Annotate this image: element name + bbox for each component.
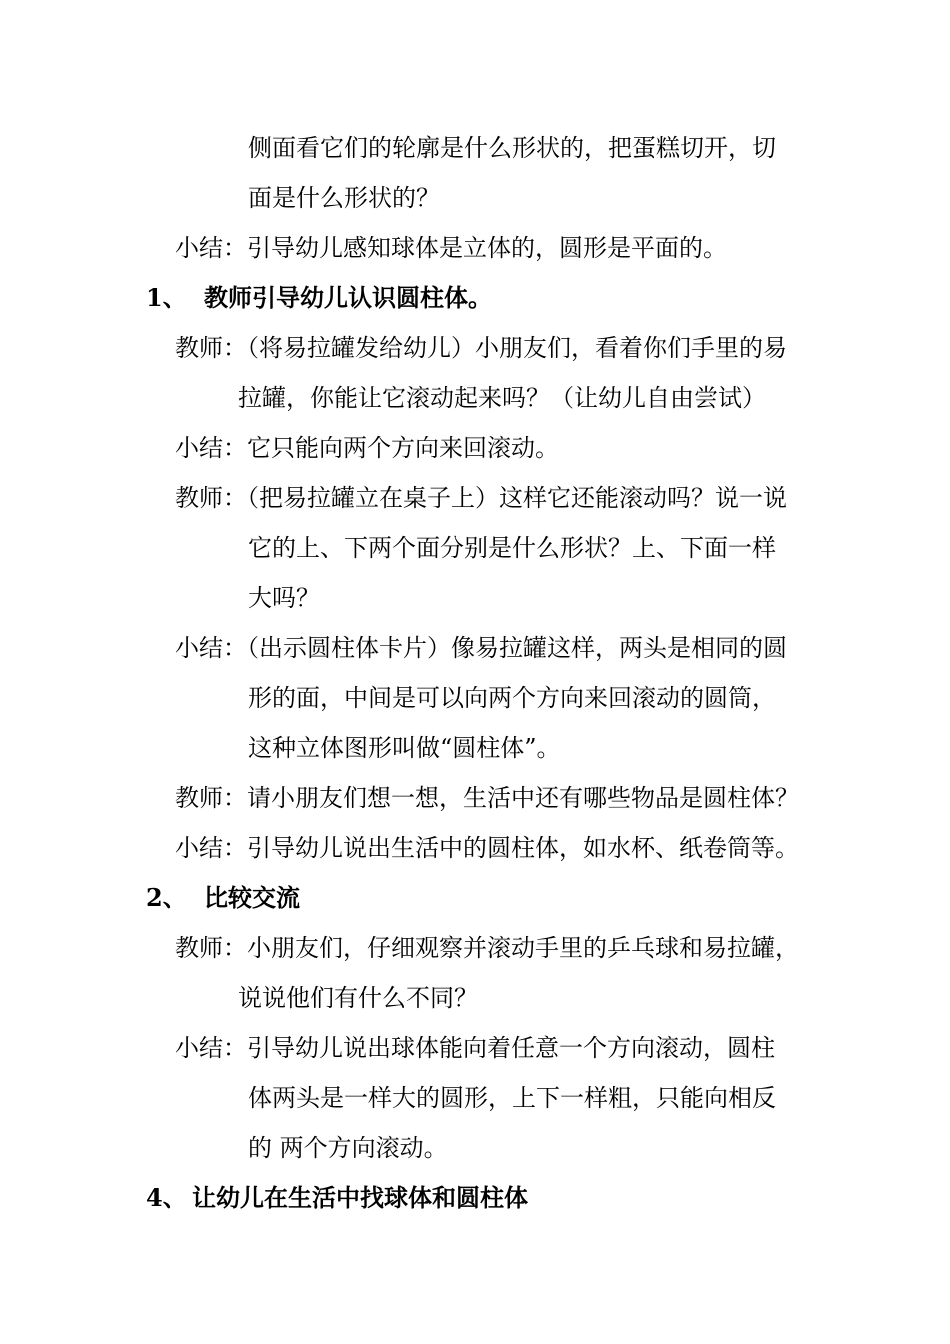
paragraph-line: 体两头是一样大的圆形，上下一样粗，只能向相反 [248,1084,776,1112]
summary-line: 小结：引导幼儿说出生活中的圆柱体，如水杯、纸卷筒等。 [175,834,799,862]
summary-line: 小结：引导幼儿感知球体是立体的，圆形是平面的。 [175,234,727,262]
paragraph-line: 拉罐，你能让它滚动起来吗？（让幼儿自由尝试） [238,384,766,412]
teacher-line: 教师：（将易拉罐发给幼儿）小朋友们，看着你们手里的易 [175,334,787,362]
heading-number: 2、 [146,883,187,912]
paragraph-line: 这种立体图形叫做“圆柱体”。 [248,734,561,762]
teacher-line: 教师：（把易拉罐立在桌子上）这样它还能滚动吗？说一说 [175,484,787,512]
paragraph-line: 侧面看它们的轮廓是什么形状的，把蛋糕切开，切 [248,134,776,162]
heading-number: 1、 [146,283,187,312]
paragraph-line: 的 两个方向滚动。 [248,1134,448,1162]
paragraph-line: 它的上、下两个面分别是什么形状？上、下面一样 [248,534,776,562]
paragraph-line: 形的面，中间是可以向两个方向来回滚动的圆筒， [248,684,776,712]
paragraph-line: 面是什么形状的？ [248,184,440,212]
teacher-line: 教师：小朋友们，仔细观察并滚动手里的乒乓球和易拉罐， [175,934,799,962]
section-heading-2 [146,883,300,913]
heading-number: 4、 [146,1183,187,1212]
summary-line: 小结：它只能向两个方向来回滚动。 [175,434,559,462]
summary-line: 小结：引导幼儿说出球体能向着任意一个方向滚动，圆柱 [175,1034,775,1062]
heading-text: 教师引导幼儿认识圆柱体。 [204,283,492,312]
heading-text: 比较交流 [204,883,300,912]
paragraph-line: 大吗？ [248,584,320,612]
teacher-line: 教师：请小朋友们想一想，生活中还有哪些物品是圆柱体？ [175,784,799,812]
summary-line: 小结：（出示圆柱体卡片）像易拉罐这样，两头是相同的圆 [175,634,787,662]
paragraph-line: 说说他们有什么不同？ [238,984,478,1012]
heading-text: 让幼儿在生活中找球体和圆柱体 [192,1183,528,1212]
section-heading-1 [146,283,492,313]
section-heading-4 [146,1183,528,1213]
